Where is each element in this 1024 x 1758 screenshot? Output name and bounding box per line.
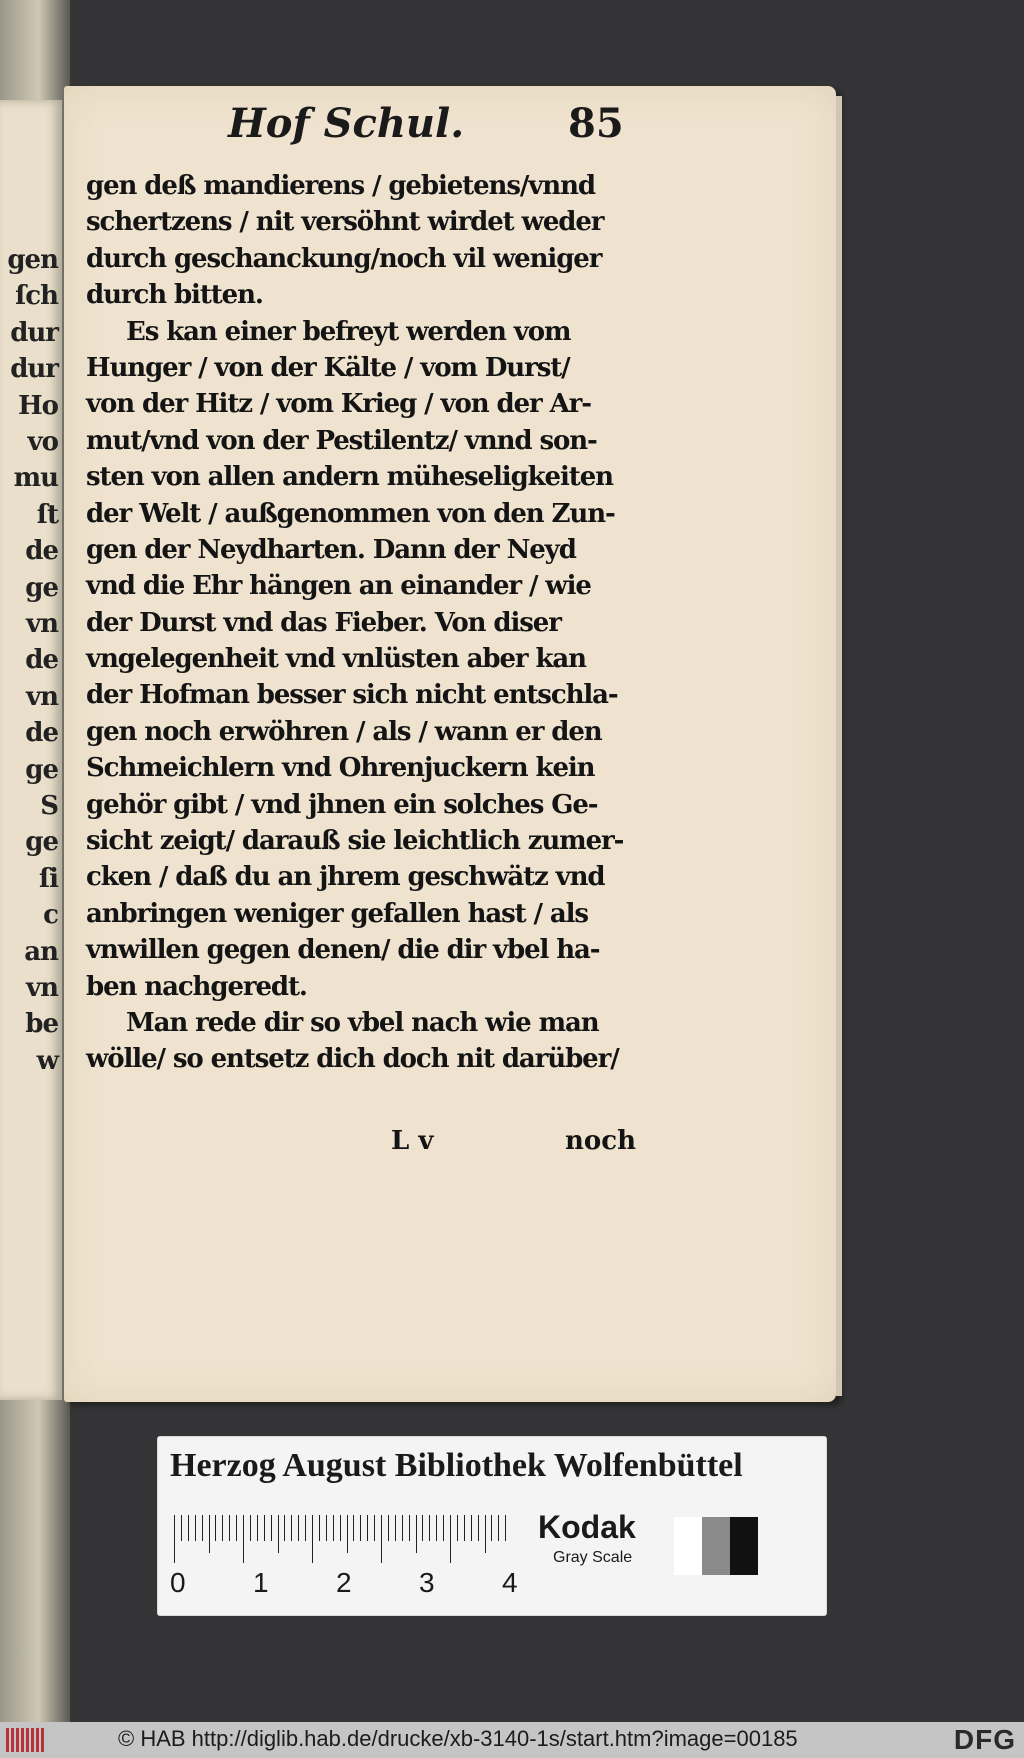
ruler-tick <box>402 1515 403 1541</box>
hab-logo-icon <box>6 1728 48 1752</box>
ruler-number: 0 <box>170 1567 186 1598</box>
ruler-tick <box>188 1515 189 1541</box>
ruler-tick <box>471 1515 472 1541</box>
ruler-tick <box>312 1515 313 1563</box>
text-line: gen der Neydharten. Dann der Neyd <box>86 534 576 565</box>
ruler-tick <box>284 1515 285 1541</box>
ruler-tick <box>409 1515 410 1541</box>
footer-bar <box>0 1722 1024 1758</box>
gray-swatch <box>730 1517 758 1575</box>
ruler-tick <box>236 1515 237 1541</box>
ruler-tick <box>416 1515 417 1553</box>
ruler-tick <box>333 1515 334 1541</box>
gray-swatch <box>674 1517 702 1575</box>
facing-page-text: vn <box>25 681 58 712</box>
text-line: Hunger / von der Kälte / vom Durst/ <box>86 352 570 383</box>
kodak-logo: Kodak <box>538 1509 636 1545</box>
facing-page-fragment <box>0 100 62 1400</box>
ruler-tick <box>422 1515 423 1541</box>
facing-page-text: c <box>43 900 58 931</box>
facing-page-text: be <box>25 1009 58 1040</box>
gray-swatch <box>702 1517 730 1575</box>
ruler-tick <box>381 1515 382 1563</box>
ruler-tick <box>395 1515 396 1541</box>
ruler-tick <box>326 1515 327 1541</box>
ruler-tick <box>360 1515 361 1541</box>
ruler-tick <box>353 1515 354 1541</box>
facing-page-text: mu <box>13 463 58 494</box>
ruler-number: 1 <box>253 1567 269 1598</box>
ruler-tick <box>347 1515 348 1553</box>
facing-page-text: ſt <box>36 499 58 530</box>
page-number: 85 <box>568 100 624 147</box>
ruler-tick <box>478 1515 479 1541</box>
dfg-logo: DFG <box>953 1724 1016 1755</box>
gray-scale-swatches <box>674 1517 758 1575</box>
ruler-tick <box>174 1515 175 1563</box>
text-line: Es kan einer befreyt werden vom <box>126 316 571 347</box>
ruler-tick <box>367 1515 368 1541</box>
facing-page-text: Ho <box>18 390 58 421</box>
text-line: vngelegenheit vnd vnlüsten aber kan <box>86 644 586 675</box>
color-calibration-card <box>158 1437 826 1615</box>
ruler-tick <box>464 1515 465 1541</box>
ruler-tick <box>298 1515 299 1541</box>
ruler-number: 2 <box>336 1567 352 1598</box>
text-line: Schmeichlern vnd Ohrenjuckern kein <box>86 753 595 784</box>
text-line: der Durst vnd das Fieber. Von diser <box>86 607 561 638</box>
text-line: der Welt / außgenommen von den Zun- <box>86 498 615 529</box>
ruler-tick <box>215 1515 216 1541</box>
running-head <box>228 100 628 160</box>
facing-page-text: vo <box>27 427 58 457</box>
text-line: cken / daß du an jhrem geschwätz vnd <box>86 862 605 893</box>
ruler-tick <box>450 1515 451 1563</box>
facing-page-text: w <box>36 1045 58 1076</box>
ruler-tick <box>209 1515 210 1553</box>
facing-page-text: ſi <box>38 863 58 894</box>
text-line: durch geschanckung/noch vil weniger <box>86 243 602 274</box>
facing-page-text: an <box>24 936 58 967</box>
text-line: schertzens / nit versöhnt wirdet weder <box>86 207 604 238</box>
ruler-tick <box>257 1515 258 1541</box>
running-head-title: Hof Schul. <box>228 100 465 147</box>
text-line: Man rede dir so vbel nach wie man <box>126 1007 599 1038</box>
ruler-tick <box>243 1515 244 1563</box>
ruler-tick <box>319 1515 320 1541</box>
text-line: sten von allen andern müheseligkeiten <box>86 462 613 493</box>
facing-page-text: de <box>25 718 58 749</box>
ruler-tick <box>457 1515 458 1541</box>
ruler-tick <box>491 1515 492 1541</box>
ruler-tick <box>229 1515 230 1541</box>
ruler-number: 4 <box>502 1567 518 1598</box>
facing-page-text: de <box>25 645 58 676</box>
ruler-tick <box>278 1515 279 1553</box>
text-line: mut/vnd von der Pestilentz/ vnnd son- <box>86 425 597 456</box>
facing-page-text: vn <box>25 609 58 639</box>
ruler-tick <box>250 1515 251 1541</box>
ruler-tick <box>181 1515 182 1541</box>
ruler-tick <box>202 1515 203 1541</box>
facing-page-text: dur <box>10 317 58 348</box>
copyright-link[interactable]: © HAB http://diglib.hab.de/drucke/xb-3140-1s/start.htm?image=00185 <box>118 1726 798 1751</box>
text-line: wölle/ so entsetz dich doch nit darüber/ <box>86 1044 619 1075</box>
facing-page-text: dur <box>10 354 58 385</box>
text-line: ben nachgeredt. <box>86 971 307 1002</box>
facing-page-text: ge <box>25 827 58 858</box>
body-text <box>86 168 636 1078</box>
ruler-tick <box>374 1515 375 1541</box>
text-line: vnwillen gegen denen/ die dir vbel ha- <box>86 935 600 966</box>
ruler-tick <box>222 1515 223 1541</box>
ruler-tick <box>195 1515 196 1541</box>
ruler-tick <box>271 1515 272 1541</box>
text-line: gen deß mandierens / gebietens/vnnd <box>86 171 595 201</box>
ruler-tick <box>436 1515 437 1541</box>
text-line: durch bitten. <box>86 280 263 311</box>
text-line: gehör gibt / vnd jhnen ein solches Ge- <box>86 789 598 820</box>
text-line: vnd die Ehr hängen an einander / wie <box>86 571 591 602</box>
facing-page-text: ſch <box>15 281 58 312</box>
facing-page-text: S <box>40 791 58 821</box>
text-line: der Hofman besser sich nicht entschla- <box>86 680 618 711</box>
ruler-tick <box>305 1515 306 1541</box>
signature-mark: L v <box>391 1126 434 1156</box>
ruler-tick <box>505 1515 506 1541</box>
facing-page-text: ge <box>25 572 58 603</box>
text-line: anbringen weniger gefallen hast / als <box>86 898 588 929</box>
ruler-tick <box>485 1515 486 1553</box>
gray-scale-label: Gray Scale <box>553 1549 633 1566</box>
ruler-tick <box>291 1515 292 1541</box>
facing-page-text: de <box>25 536 58 567</box>
ruler-number: 3 <box>419 1567 435 1598</box>
text-line: gen noch erwöhren / als / wann er den <box>86 716 602 747</box>
catchline <box>86 1126 636 1166</box>
ruler-tick <box>429 1515 430 1541</box>
ruler-tick <box>388 1515 389 1541</box>
facing-page-text: gen <box>7 245 58 275</box>
text-line: sicht zeigt/ darauß sie leichtlich zumer- <box>86 826 624 857</box>
institution-name: Herzog August Bibliothek Wolfenbüttel <box>170 1447 743 1484</box>
ruler-tick <box>264 1515 265 1541</box>
text-line: von der Hitz / vom Krieg / von der Ar- <box>86 389 591 420</box>
facing-page-text: vn <box>25 973 58 1003</box>
ruler-tick <box>498 1515 499 1541</box>
ruler-tick <box>443 1515 444 1541</box>
catchword: noch <box>565 1126 636 1156</box>
ruler-tick <box>340 1515 341 1541</box>
facing-page-text: ge <box>25 754 58 785</box>
